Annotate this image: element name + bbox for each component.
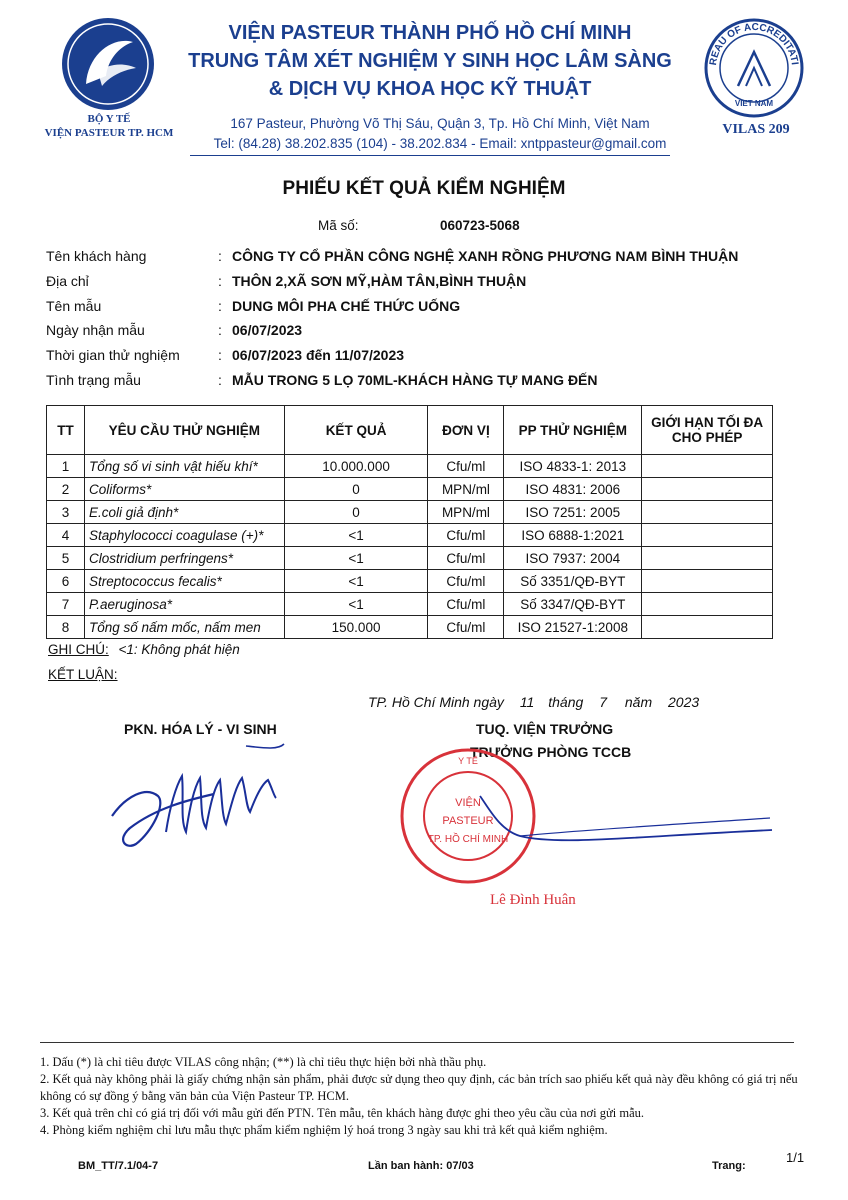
right-signature	[420, 790, 780, 850]
right-signer-title1: TUQ. VIỆN TRƯỞNG	[476, 721, 614, 737]
unit: Cfu/ml	[428, 524, 504, 547]
table-row	[47, 616, 773, 639]
left-signature	[96, 736, 316, 856]
date-day: 11	[519, 694, 535, 710]
test-name: Streptococcus fecalis*	[84, 570, 284, 593]
document-title: PHIẾU KẾT QUẢ KIỂM NGHIỆM	[282, 178, 566, 199]
table-row	[47, 455, 773, 478]
unit: Cfu/ml	[428, 570, 504, 593]
footnote-item: 4. Phòng kiểm nghiệm chỉ lưu mẫu thực phẩm kiểm nghiệm lý hoá trong 3 ngày sau khi trả kết quả kiểm nghiệm.	[40, 1123, 608, 1137]
ministry-caption	[36, 112, 182, 140]
header-divider	[190, 155, 670, 156]
unit: Cfu/ml	[428, 547, 504, 570]
code-value: 060723-5068	[440, 218, 520, 233]
colon: :	[218, 322, 222, 338]
institute-name-line3: & DỊCH VỤ KHOA HỌC KỸ THUẬT	[268, 78, 592, 100]
row-index: 5	[47, 547, 85, 570]
table-row	[47, 547, 773, 570]
institute-short-name: VIỆN PASTEUR TP. HCM	[44, 127, 174, 139]
conclusion-label: KẾT LUẬN:	[48, 667, 118, 682]
result-value: 10.000.000	[284, 455, 428, 478]
test-name: Tổng số nấm mốc, nấm men	[84, 616, 284, 639]
institute-contact: Tel: (84.28) 38.202.835 (104) - 38.202.834 - Email: xntppasteur@gmail.com	[213, 136, 667, 151]
customer-value: CÔNG TY CỔ PHẦN CÔNG NGHỆ XANH RỒNG PHƯƠNG NAM BÌNH THUẬN	[232, 248, 739, 264]
row-index: 6	[47, 570, 85, 593]
row-index: 1	[47, 455, 85, 478]
date-prefix: TP. Hồ Chí Minh ngày	[368, 694, 504, 710]
signer-name: Lê Đình Huân	[490, 892, 576, 908]
row-index: 3	[47, 501, 85, 524]
institute-address: 167 Pasteur, Phường Võ Thị Sáu, Quận 3, Tp. Hồ Chí Minh, Việt Nam	[230, 116, 650, 131]
colon: :	[218, 273, 222, 289]
page-label: Trang:	[712, 1160, 746, 1172]
table-row	[47, 570, 773, 593]
result-value: 0	[284, 501, 428, 524]
date-month: 7	[599, 694, 607, 710]
colon: :	[218, 347, 222, 363]
colon: :	[218, 298, 222, 314]
right-signer-title2: TRƯỞNG PHÒNG TCCB	[470, 744, 632, 760]
unit: MPN/ml	[428, 501, 504, 524]
column-header: TT	[47, 406, 85, 455]
sample-value: DUNG MÔI PHA CHẾ THỨC UỐNG	[232, 298, 461, 314]
unit: Cfu/ml	[428, 455, 504, 478]
limit	[642, 616, 773, 639]
results-table	[46, 405, 773, 639]
test-name: Staphylococci coagulase (+)*	[84, 524, 284, 547]
result-value: <1	[284, 524, 428, 547]
limit	[642, 547, 773, 570]
note-label: GHI CHÚ:	[48, 642, 109, 657]
result-value: <1	[284, 570, 428, 593]
sample-label: Tên mẫu	[46, 298, 102, 314]
result-value: 0	[284, 478, 428, 501]
svg-text:Y TẾ: Y TẾ	[458, 756, 478, 766]
table-row	[47, 524, 773, 547]
test-name: Clostridium perfringens*	[84, 547, 284, 570]
footnote-item: 3. Kết quả trên chỉ có giá trị đối với mẫu gửi đến PTN. Tên mẫu, tên khách hàng được ghi theo yêu cầu của nơi gửi mẫu.	[40, 1106, 645, 1120]
footnote-item: 2. Kết quả này không phải là giấy chứng nhận sản phẩm, phải được sử dụng theo quy định, các bản trích sao phiếu kết quả này đều không có giá trị nếu không có sự đồng ý bằng văn bản của Viện Pasteur TP. HCM.	[40, 1072, 798, 1103]
footnote-item: 1. Dấu (*) là chỉ tiêu được VILAS công nhận; (**) là chỉ tiêu thực hiện bởi nhà thầu phụ.	[40, 1055, 487, 1069]
row-index: 8	[47, 616, 85, 639]
footnote-divider	[40, 1042, 794, 1043]
method: ISO 6888-1:2021	[504, 524, 642, 547]
table-row	[47, 501, 773, 524]
svg-text:TP. HỒ CHÍ MINH: TP. HỒ CHÍ MINH	[427, 834, 509, 845]
test-name: Tổng số vi sinh vật hiếu khí*	[84, 455, 284, 478]
method: Số 3347/QĐ-BYT	[504, 593, 642, 616]
result-value: 150.000	[284, 616, 428, 639]
column-header: YÊU CẦU THỬ NGHIỆM	[84, 406, 284, 455]
period-label: Thời gian thử nghiệm	[46, 347, 180, 363]
badge-country: VIET NAM	[734, 99, 774, 108]
form-code: BM_TT/7.1/04-7	[78, 1160, 159, 1172]
method: ISO 4833-1: 2013	[504, 455, 642, 478]
column-header: GIỚI HẠN TỐI ĐA CHO PHÉP	[642, 406, 773, 455]
limit	[642, 570, 773, 593]
vilas-code: VILAS 209	[722, 122, 790, 137]
condition-value: MẪU TRONG 5 LỌ 70ML-KHÁCH HÀNG TỰ MANG ĐẾN	[232, 372, 598, 388]
period-value: 06/07/2023 đến 11/07/2023	[232, 347, 405, 363]
date-month-label: tháng	[548, 694, 584, 710]
address-label: Địa chỉ	[46, 273, 89, 289]
unit: MPN/ml	[428, 478, 504, 501]
accreditation-badge	[702, 16, 806, 120]
svg-text:VIỆN: VIỆN	[455, 797, 481, 809]
unit: Cfu/ml	[428, 616, 504, 639]
row-index: 7	[47, 593, 85, 616]
test-name: E.coli giả định*	[84, 501, 284, 524]
condition-label: Tình trạng mẫu	[46, 372, 141, 388]
test-name: Coliforms*	[84, 478, 284, 501]
limit	[642, 478, 773, 501]
ministry-name: BỘ Y TẾ	[87, 113, 131, 125]
unit: Cfu/ml	[428, 593, 504, 616]
code-label: Mã số:	[318, 218, 359, 233]
method: ISO 7251: 2005	[504, 501, 642, 524]
institute-name-line1: VIỆN PASTEUR THÀNH PHỐ HỒ CHÍ MINH	[228, 22, 632, 44]
row-index: 4	[47, 524, 85, 547]
edition: Lần ban hành: 07/03	[368, 1160, 474, 1172]
row-index: 2	[47, 478, 85, 501]
left-signer-title: PKN. HÓA LÝ - VI SINH	[124, 721, 277, 737]
table-row	[47, 478, 773, 501]
pasteur-logo	[58, 14, 158, 114]
page-number: 1/1	[786, 1150, 805, 1165]
colon: :	[218, 372, 222, 388]
column-header: ĐƠN VỊ	[428, 406, 504, 455]
limit	[642, 524, 773, 547]
note-line	[48, 642, 240, 657]
limit	[642, 455, 773, 478]
limit	[642, 593, 773, 616]
method: ISO 21527-1:2008	[504, 616, 642, 639]
column-header: PP THỬ NGHIỆM	[504, 406, 642, 455]
table-row	[47, 593, 773, 616]
address-value: THÔN 2,XÃ SƠN MỸ,HÀM TÂN,BÌNH THUẬN	[232, 273, 527, 289]
note-text: <1: Không phát hiện	[118, 642, 240, 657]
received-label: Ngày nhận mẫu	[46, 322, 145, 338]
badge-arc-text: REAU OF ACCREDITATI	[708, 21, 800, 67]
result-value: <1	[284, 593, 428, 616]
method: ISO 7937: 2004	[504, 547, 642, 570]
column-header: KẾT QUẢ	[284, 406, 428, 455]
method: Số 3351/QĐ-BYT	[504, 570, 642, 593]
limit	[642, 501, 773, 524]
table-header-row	[47, 406, 773, 455]
institute-name-line2: TRUNG TÂM XÉT NGHIỆM Y SINH HỌC LÂM SÀNG	[188, 50, 672, 72]
received-value: 06/07/2023	[232, 322, 303, 338]
footnotes	[40, 1054, 810, 1139]
test-name: P.aeruginosa*	[84, 593, 284, 616]
result-value: <1	[284, 547, 428, 570]
svg-text:PASTEUR: PASTEUR	[442, 815, 494, 827]
signing-date	[368, 694, 699, 710]
date-year: 2023	[668, 694, 700, 710]
customer-label: Tên khách hàng	[46, 248, 147, 264]
method: ISO 4831: 2006	[504, 478, 642, 501]
date-year-label: năm	[624, 694, 653, 710]
colon: :	[218, 248, 222, 264]
